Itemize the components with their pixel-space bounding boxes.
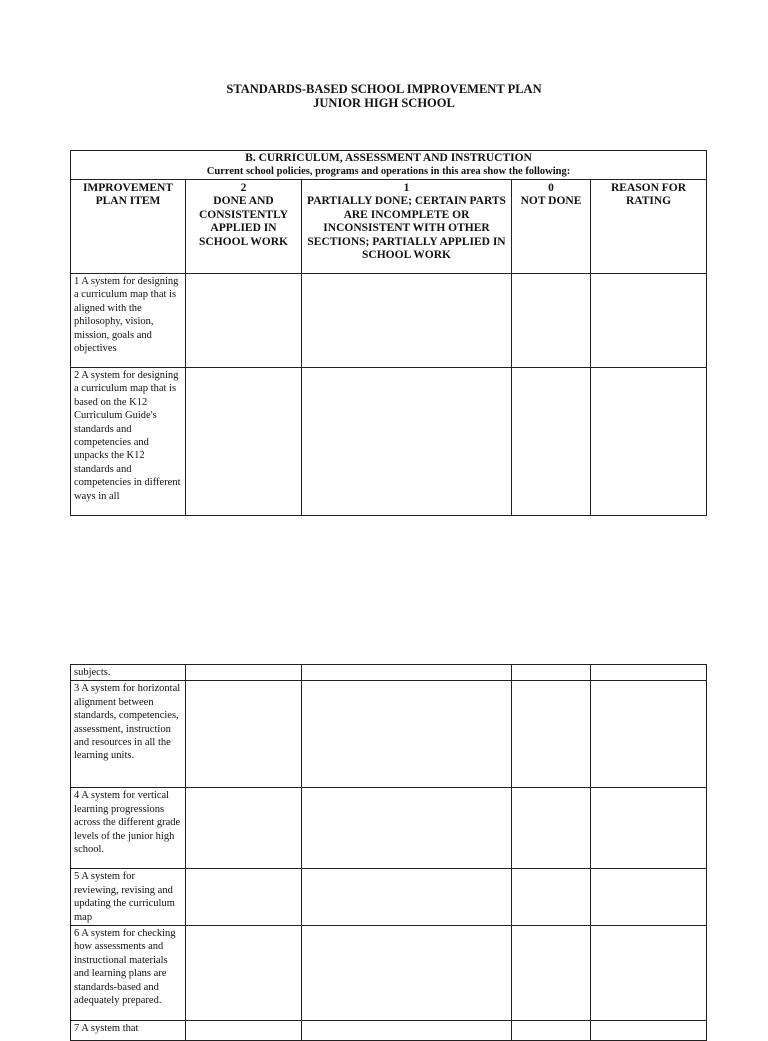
- reason-cell[interactable]: [591, 274, 707, 368]
- rating-cell-1[interactable]: [302, 681, 512, 788]
- table-row: [71, 788, 707, 869]
- rating-cell-2[interactable]: [186, 869, 302, 926]
- rating-cell-1[interactable]: [302, 926, 512, 1021]
- plan-item: subjects.: [71, 665, 186, 681]
- rating-cell-1[interactable]: [302, 665, 512, 681]
- table-row: [71, 665, 707, 681]
- rating-cell-2[interactable]: [186, 665, 302, 681]
- plan-item: 3 A system for horizontal alignment between standards, competencies, assessment, instruction and resources in all the learning units.: [71, 681, 186, 788]
- reason-cell[interactable]: [591, 368, 707, 516]
- rating-cell-0[interactable]: [512, 368, 591, 516]
- reason-cell[interactable]: [591, 869, 707, 926]
- document-title: STANDARDS-BASED SCHOOL IMPROVEMENT PLAN: [226, 82, 542, 96]
- section-header: [71, 151, 707, 180]
- section-title: B. CURRICULUM, ASSESSMENT AND INSTRUCTION: [245, 152, 532, 164]
- document-subtitle: JUNIOR HIGH SCHOOL: [313, 96, 455, 110]
- table-row: [71, 926, 707, 1021]
- improvement-plan-table-page2: [70, 664, 707, 1041]
- rating-cell-2[interactable]: [186, 926, 302, 1021]
- plan-item: 2 A system for designing a curriculum map that is based on the K12 Curriculum Guide's standards and competencies and unpacks the K12 standards and competencies in different ways in all: [71, 368, 186, 516]
- score-2: 2: [240, 182, 247, 194]
- column-header-reason: REASON FOR RATING: [591, 180, 707, 274]
- score-0: 0: [548, 182, 554, 194]
- score-1: 1: [403, 182, 410, 194]
- reason-cell[interactable]: [591, 788, 707, 869]
- reason-cell[interactable]: [591, 681, 707, 788]
- rating-cell-0[interactable]: [512, 788, 591, 869]
- rating-cell-2[interactable]: [186, 368, 302, 516]
- reason-cell[interactable]: [591, 926, 707, 1021]
- plan-item: 5 A system for reviewing, revising and updating the curriculum map: [71, 869, 186, 926]
- rating-cell-0[interactable]: [512, 869, 591, 926]
- rating-cell-1[interactable]: [302, 368, 512, 516]
- table-row: [71, 681, 707, 788]
- rating-cell-1[interactable]: [302, 274, 512, 368]
- score-1-description: PARTIALLY DONE; CERTAIN PARTS ARE INCOMPLETE OR INCONSISTENT WITH OTHER SECTIONS; PARTIALLY APPLIED IN SCHOOL WORK: [307, 195, 506, 262]
- column-header-item: IMPROVEMENT PLAN ITEM: [71, 180, 186, 274]
- rating-cell-2[interactable]: [186, 681, 302, 788]
- score-2-description: DONE AND CONSISTENTLY APPLIED IN SCHOOL WORK: [198, 195, 289, 248]
- rating-cell-0[interactable]: [512, 681, 591, 788]
- plan-item: 6 A system for checking how assessments and instructional materials and learning plans are standards-based and adequately prepared.: [71, 926, 186, 1021]
- rating-cell-0[interactable]: [512, 926, 591, 1021]
- plan-item: 7 A system that: [71, 1021, 186, 1041]
- rating-cell-0[interactable]: [512, 665, 591, 681]
- reason-cell[interactable]: [591, 665, 707, 681]
- rating-cell-0[interactable]: [512, 274, 591, 368]
- rating-cell-2[interactable]: [186, 788, 302, 869]
- improvement-plan-table-page1: [70, 150, 707, 516]
- plan-item: 4 A system for vertical learning progressions across the different grade levels of the junior high school.: [71, 788, 186, 869]
- rating-cell-1[interactable]: [302, 869, 512, 926]
- section-subtitle: Current school policies, programs and operations in this area show the following:: [206, 166, 571, 177]
- column-header-partial: [302, 180, 512, 274]
- score-0-description: NOT DONE: [520, 195, 582, 208]
- rating-cell-2[interactable]: [186, 274, 302, 368]
- plan-item: 1 A system for designing a curriculum map that is aligned with the philosophy, vision, mission, goals and objectives: [71, 274, 186, 368]
- column-header-done: [186, 180, 302, 274]
- table-row: [71, 869, 707, 926]
- rating-cell-1[interactable]: [302, 788, 512, 869]
- table-row: [71, 274, 707, 368]
- column-header-not-done: [512, 180, 591, 274]
- table-row: [71, 368, 707, 516]
